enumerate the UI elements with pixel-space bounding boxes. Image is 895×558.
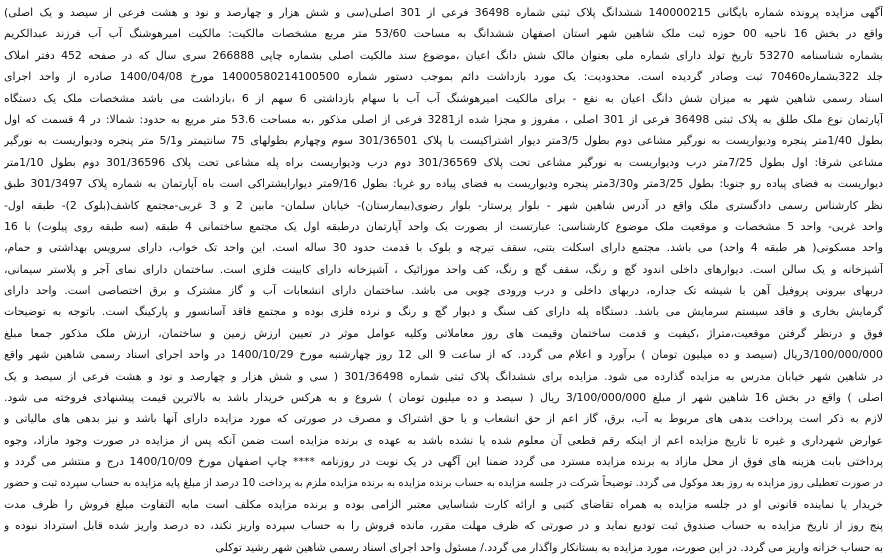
notice-line: بشماره شناسنامه 53270 تاریخ تولد دارای شماره ملی بعنوان مالک شش دانگ اعیان ،موضوع سند مالکیت اصلی بشماره چاپی 266888 سری سال که در صفحه 452 دفتر املاک	[4, 48, 883, 62]
notice-line: واحد غربی- واحد 5 مشخصات و موقعیت ملک موضوع کارشناسی: عبارتست از بصورت یک واحد آپارتمان درطبقه اول یک مجتمع ساختمانی 4 طبقه (سه طبقه روی پیلوت) با 16	[4, 219, 883, 233]
notice-line: مشاعی شرقا: اول بطول 7/25متر درب ودیواریست به نورگیر مشاعی تحت پلاک 301/36569 دوم درب ودیواریست براه پله مشاعی تحت پلاک 301/36596 دوم بطول 1/10متر	[4, 155, 883, 169]
notice-line: پرداختی بابت هزینه های فوق از محل مازاد به برنده مزایده مسترد می گردد ضمنا این آگهی در یک نوبت در روزنامه **** چاپ اصفهان مورخ 1400/10/09 درج و منتشر می گردد و	[4, 455, 883, 469]
notice-line: نظر کارشناس رسمی دادگستری ملک واقع در آدرس شاهین شهر - بلوار پرستار- بلوار رضوی(بیمارستان)- خیابان سلمان- مابین 2 و 3 غربی-مجتمع کاشف(بلوک 2)- طبقه اول-	[4, 198, 883, 212]
notice-line: خریدار یا نماینده قانونی او در جلسه مزایده به همراه تقاضای کتبی و ارائه کارت شناسایی معتبر الزامی بوده و برنده مزایده مکلف است مابه التفاوت مبلغ فروش را ظرف مدت	[4, 497, 883, 511]
notice-line: دربهای بیرونی پروفیل آهن با شیشه تک جداره، دربهای داخلی و درب ورودی چوبی می باشد. ساختمان دارای انشعابات آب و گاز مشترک و برق اختصاصی است. واحد دارای	[4, 284, 883, 298]
notice-line: بطول 1/40متر پنجره ودیواریست به نورگیر مشاعی دوم بطول 3/5متر دیوار اشتراکیست با پلاک 301/36501 سوم وچهارم بطولهای 75 سانتیمتر و5/1 متر پنجره ودیواریست به نورگیر	[4, 134, 883, 148]
notice-line: آشپزخانه و یک سالن است. دیوارهای داخلی اندود گچ و رنگ، سقف گچ و رنگ، کف واحد موزائیک ، آشپزخانه دارای کابینت فلزی است. ساختمان دارای نمای آجر و پلاستر سیمانی،	[4, 262, 883, 276]
notice-line: به حساب خزانه واریز می گردد. در این صورت، مورد مزایده به بستانکار واگذار می گردد./ مسئول واحد اجرای اسناد رسمی شاهین شهر رشید توکلی	[215, 540, 883, 554]
notice-line: گرمایش بخاری و فاقد سیستم سرمایش می باشد. دستگاه پله دارای کف سنگ و دیوار گچ و رنگ و نرده فلزی بوده و مجتمع فاقد آسانسور و پارکینگ است. باتوجه به توضیحات	[4, 305, 883, 319]
notice-line: فوق و درنظر گرفتن موقعیت،متراژ ،کیفیت و قدمت ساختمان وقیمت های روز معاملاتی وکلیه عوامل موثر در تعیین ارزش زمین و ساختمان، ارزش ملک مذکور جمعا مبلغ	[4, 326, 883, 340]
notice-line: واقع در بخش 16 ناحیه 00 حوزه ثبت ملک شاهین شهر استان اصفهان ششدانگ به مساحت 53/60 متر مربع مشخصات مالکیت: مالکیت امیرهوشنگ آب آب فرزند عبدالکریم	[4, 27, 883, 41]
notice-line: عوارض شهرداری و غیره تا تاریخ مزایده اعم از اینکه رقم قطعی آن معلوم شده یا نشده باشد به عهده ی برنده مزایده است ضمن آنکه پس از مزایده در صورت وجود مازاد، وجوه	[4, 433, 883, 447]
notice-line: واحد مسکونی( هر طبقه 4 واحد) می باشد. مجتمع دارای اسکلت بتنی، سقف تیرچه و بلوک با قدمت حدود 30 ساله است. این واحد تک خواب، دارای سرویس بهداشتی و حمام،	[4, 241, 883, 255]
notice-line: پنج روز از تاریخ مزایده به حساب صندوق ثبت تودیع نماید و در صورتی که ظرف مهلت مقرر، مانده فروش را به حساب سپرده واریز نکند، ده درصد واریز شده قابل استرداد نبوده و	[4, 519, 883, 533]
notice-line: آپارتمان نوع ملک طلق به پلاک ثبتی 36498 فرعی از 301 اصلی ، مفروز و مجزا شده از3281 فرعی از اصلی مذکور ،به مساحت 53.6 متر مربع به حدود: شمالا: در 4 قسمت که اول	[4, 112, 883, 126]
notice-line: 3/100/000/000ریال (سیصد و ده میلیون تومان ) برآورد و اعلام می گردد. که از ساعت 9 الی 12 روز چهارشنبه مورخ 1400/10/29 در واحد اجرای اسناد رسمی شاهین شهر واقع	[4, 348, 883, 362]
notice-line: لازم به ذکر است پرداخت بدهی های مربوط به آب، برق، گاز اعم از حق انشعاب و یا حق اشتراک و مصرف در صورتی که مورد مزایده دارای آنها باشد و نیز بدهی های مالیاتی و	[4, 412, 883, 426]
notice-line: جلد 322بشماره70460 ثبت وصادر گردیده است. محدودیت: یک مورد بازداشت دائم بموجب دستور شماره 14000580214100500 مورخ 1400/04/08 صادره از واحد اجرای	[4, 70, 883, 84]
notice-line: دیواریست به فضای پیاده رو جنوبا: بطول 3/25متر و3/30متر پنجره ودیواریست به فضای پیاده رو غربا: بطول 9/16متر دیوارایشتراکی است باه آپارتمان به شماره پلاک 301/3497 طبق	[4, 177, 883, 191]
notice-line: آگهی مزایده پرونده شماره بایگانی 140000215 ششدانگ پلاک ثبتی شماره 36498 فرعی از 301 اصلی(سی و شش هزار و چهارصد و نود و هشت فرعی از سیصد و یک اصلی)	[4, 6, 883, 19]
notice-line: در صورت تعطیلی روز مزایده به روز بعد موکول می گردد. توضیحاً شرکت در جلسه مزایده به حساب برنده مزایده به برنده مزایده ملزم به پرداخت 10 درصد از مبلغ پایه مزایده به حساب سپرده ثبت و حضور	[4, 476, 883, 489]
notice-line: اصلی ) واقع در بخش 16 شاهین شهر از مبلغ 3/100/000/000 ریال ( سیصد و ده میلیون تومان ) شروع و به هرکس خریدار باشد به بالاترین قیمت پیشنهادی فروخته می شود.	[4, 391, 883, 405]
notice-line: اسناد رسمی شاهین شهر به میزان شش دانگ اعیان به نفع - برای مالکیت امیرهوشنگ آب آب با سهام بازداشتی 6 سهم از 6 ،بازداشت می باشد مشخصات ملک یک دستگاه	[4, 91, 883, 105]
notice-line: در شاهین شهر خیابان مدرس به مزایده گذارده می شود. مزایده برای ششدانگ پلاک ثبتی شماره 301/36498 ( سی و شش هزار و چهارصد و نود و هشت فرعی از سیصد و یک	[4, 369, 883, 383]
